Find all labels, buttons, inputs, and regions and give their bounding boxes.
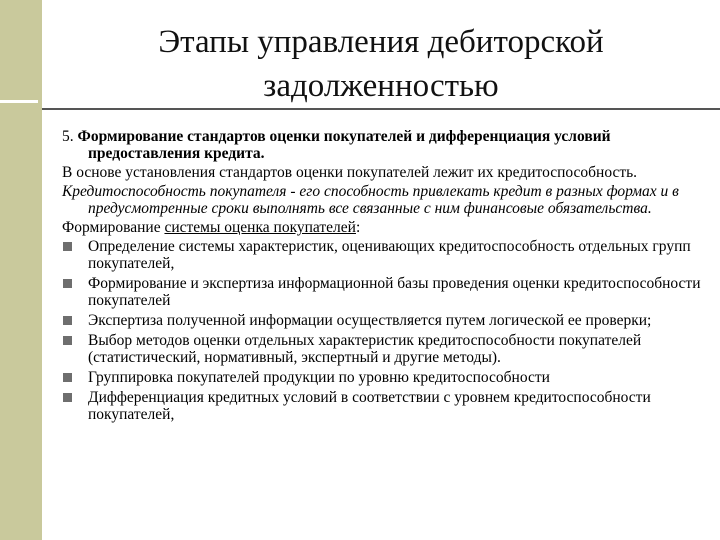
section-heading-text: Формирование стандартов оценки покупателей и дифференциация условий предоставления кредита. [77, 128, 611, 162]
square-bullet-icon [63, 279, 72, 288]
slide-title-line-1: Этапы управления дебиторской [158, 24, 604, 60]
formation-prefix: Формирование [62, 219, 165, 236]
definition-paragraph: Кредитоспособность покупателя - его способность привлекать кредит в разных формах и в предусмотренные сроки выполнять все связанные с ним финансовые обязательства. [62, 183, 679, 217]
formation-system-link: системы оценка покупателей [164, 219, 356, 236]
decorative-side-bar [0, 0, 42, 540]
bullet-list [62, 238, 702, 423]
square-bullet-icon [63, 393, 72, 402]
square-bullet-icon [63, 373, 72, 382]
side-bar-divider [0, 100, 38, 103]
bullet-text: Дифференциация кредитных условий в соответствии с уровнем кредитоспособности покупателей, [88, 389, 651, 423]
formation-suffix: : [355, 219, 361, 236]
list-item [62, 312, 702, 329]
slide-body [62, 128, 702, 426]
list-item [62, 389, 702, 423]
list-item [62, 275, 702, 309]
bullet-text: Группировка покупателей продукции по уровню кредитоспособности [88, 369, 550, 386]
list-item [62, 369, 702, 386]
bullet-text: Экспертиза полученной информации осуществляется путем логической ее проверки; [88, 312, 652, 329]
bullet-text: Формирование и экспертиза информационной базы проведения оценки кредитоспособности покупателей [88, 275, 701, 309]
square-bullet-icon [63, 336, 72, 345]
square-bullet-icon [63, 316, 72, 325]
section-number: 5. [62, 128, 74, 145]
section-heading [62, 128, 702, 162]
list-item [62, 238, 702, 272]
slide-title-line-2: задолженностью [263, 68, 499, 104]
bullet-text: Определение системы характеристик, оценивающих кредитоспособность отдельных групп покупателей, [88, 238, 691, 272]
intro-paragraph: В основе установления стандартов оценки покупателей лежит их кредитоспособность. [62, 164, 638, 181]
square-bullet-icon [63, 242, 72, 251]
bullet-text: Выбор методов оценки отдельных характеристик кредитоспособности покупателей (статистический, нормативный, экспертный и другие методы). [88, 332, 642, 366]
formation-paragraph [62, 219, 702, 236]
list-item [62, 332, 702, 366]
slide-title [42, 20, 720, 108]
title-divider [42, 108, 720, 110]
